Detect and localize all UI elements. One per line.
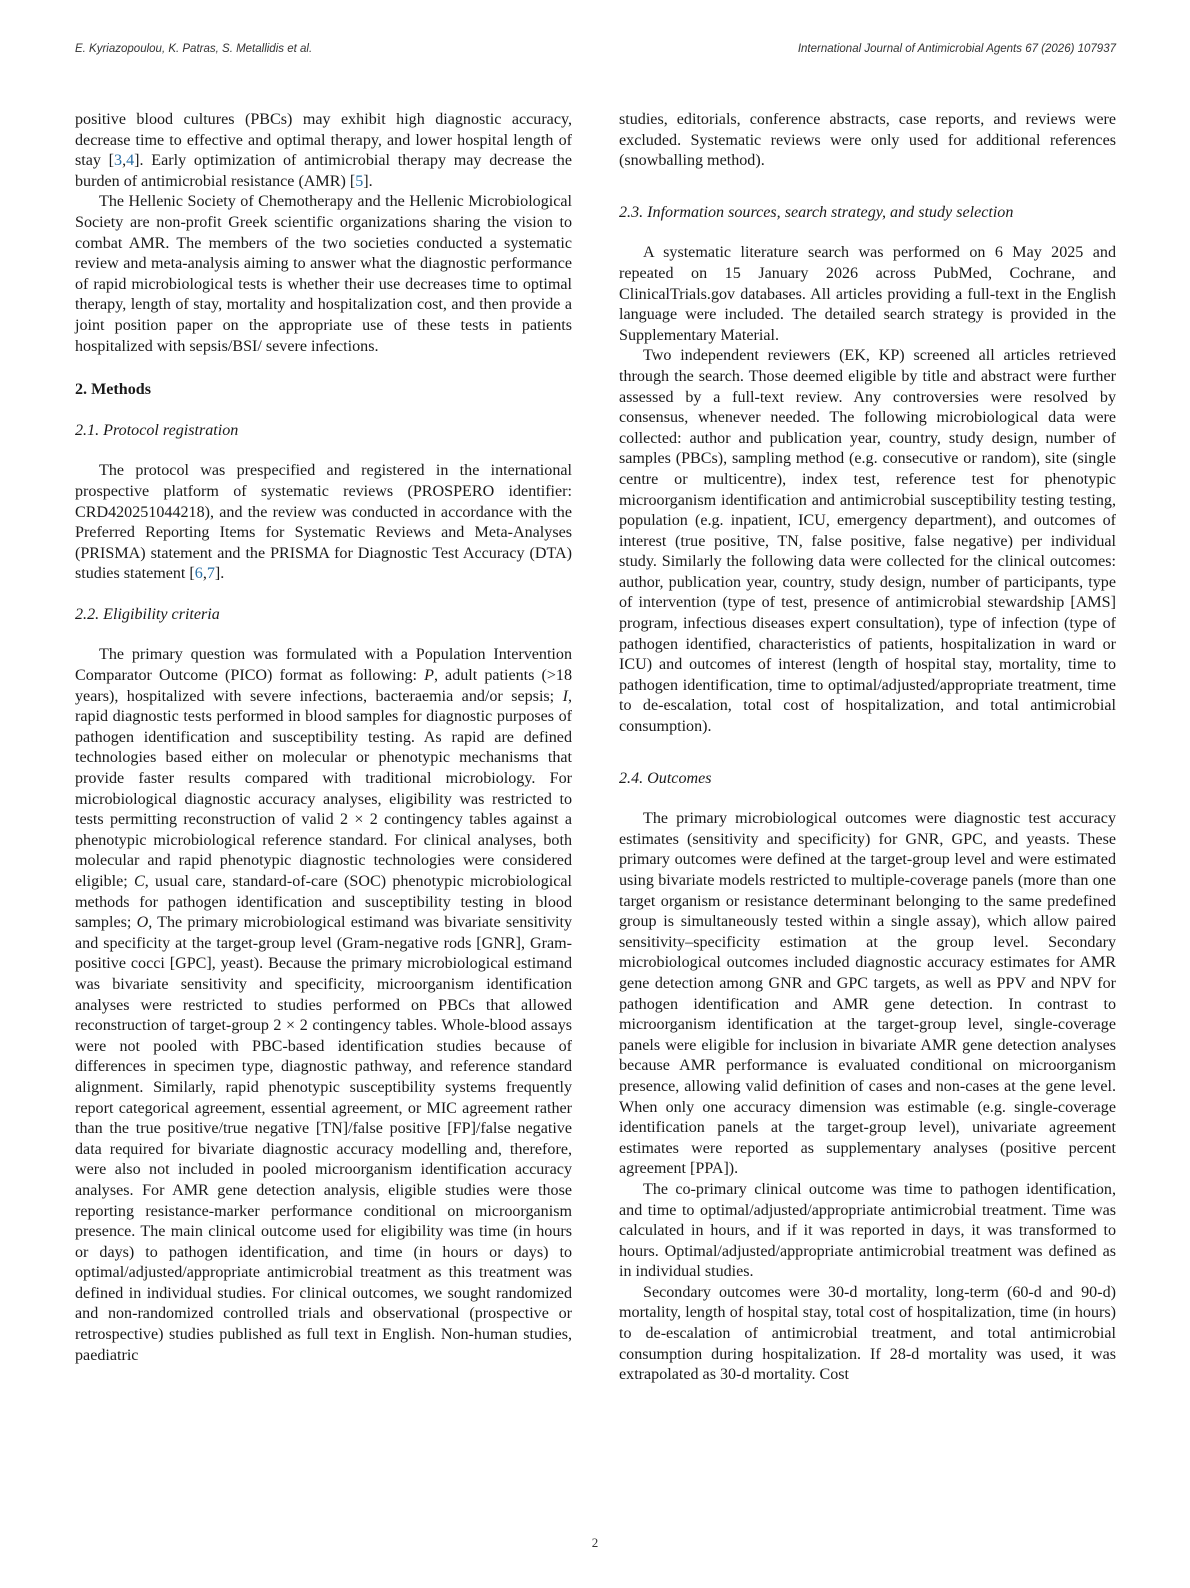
intro-paragraph-2: The Hellenic Society of Chemotherapy and the Hellenic Microbiological Society are non-profit Greek scientific organizations sharing the vision to combat AMR. The members of the two societies conducted a systematic review and meta-analysis aiming to answer what the diagnostic performance of rapid microbiological tests is whether their use decreases time to optimal therapy, length of stay, mortality and hospitalization cost, and then provide a joint position paper on the appropriate use of these tests in patients hospitalized with sepsis/BSI/ severe infections. [75,193,572,355]
running-header-journal: International Journal of Antimicrobial Agents 67 (2026) 107937 [797,43,1116,55]
eligibility-paragraph: The primary question was formulated with a Population Intervention Comparator Outcome (PICO) format as following: P, adult patients (>18 years), hospitalized with severe infections, bacteraemia and/or sepsis; I, rapid diagnostic tests performed in blood samples for diagnostic purposes of pathogen identification and susceptibility testing. As rapid are defined technologies based either on molecular or phenotypic mechanisms that provide faster results compared with traditional microbiology. For microbiological diagnostic accuracy analyses, eligibility was restricted to tests permitting reconstruction of valid 2 × 2 contingency tables against a phenotypic microbiological reference standard. For clinical analyses, both molecular and rapid phenotypic diagnostic technologies were considered eligible; C, usual care, standard-of-care (SOC) phenotypic microbiological methods for pathogen identification and susceptibility testing in blood samples; O, The primary microbiological estimand was bivariate sensitivity and specificity at the target-group level (Gram-negative rods [GNR], Gram-positive cocci [GPC], yeast). Because the primary microbiological estimand was bivariate sensitivity and specificity, microorganism identification analyses were restricted to studies performed on PBCs that allowed reconstruction of target-group 2 × 2 contingency tables. Whole-blood assays were not pooled with PBC-based identification studies because of differences in specimen type, diagnostic pathway, and reference standard alignment. Similarly, rapid phenotypic susceptibility systems frequently report categorical agreement, essential agreement, or MIC agreement rather than the true positive/true negative [TN]/false positive [FP]/false negative data required for bivariate diagnostic accuracy modelling and, therefore, were also not included in pooled microorganism identification accuracy analyses. For AMR gene detection analysis, eligible studies were those reporting resistance-marker performance conditional on microorganism presence. The main clinical outcome used for eligibility was time (in hours or days) to pathogen identification, and time (in hours or days) to optimal/adjusted/appropriate antimicrobial treatment as this treatment was defined in individual studies. For clinical outcomes, we sought randomized and non-randomized controlled trials and observational (prospective or retrospective) studies published as full text in English. Non-human studies, paediatric [75,646,573,1364]
intro-paragraph-1: positive blood cultures (PBCs) may exhibit high diagnostic accuracy, decrease time to effective and optimal therapy, and lower hospital length of stay [3,4]. Early optimization of antimicrobial therapy may decrease the burden of antimicrobial resistance (AMR) [5]. [75,111,572,190]
outcomes-paragraph-2: The co-primary clinical outcome was time to pathogen identification, and time to optimal/adjusted/appropriate antimicrobial treatment. Time was calculated in hours, and if it was reported in days, it was transformed to hours. Optimal/adjusted/appropriate antimicrobial treatment was defined as in individual studies. [619,1180,1116,1281]
pico-c: C [134,873,145,890]
search-paragraph-1: A systematic literature search was performed on 6 May 2025 and repeated on 15 January 2026 across PubMed, Cochrane, and ClinicalTrials.gov databases. All articles providing a full-text in the English language were included. The detailed search strategy is provided in the Supplementary Material. [619,244,1116,344]
eligibility-paragraph-continued: studies, editorials, conference abstracts, case reports, and reviews were excluded. Systematic reviews were only used for additional references (snowballing method). [619,111,1116,170]
outcomes-paragraph-1: The primary microbiological outcomes were diagnostic test accuracy estimates (sensitivity and specificity) for GNR, GPC, and yeasts. These primary outcomes were defined at the target-group level and were estimated using bivariate models restricted to multiple-coverage panels (more than one target organism or resistance determinant belonging to the same predefined group is simultaneously tested within a single assay), which allow paired sensitivity–specificity estimation at the group level. Secondary microbiological outcomes included diagnostic accuracy estimates for AMR gene detection among GNR and GPC targets, as well as PPV and NPV for pathogen identification and AMR gene detection. In contrast to microorganism identification at the target-group level, single-coverage panels were eligible for inclusion in bivariate AMR gene detection analyses because AMR performance is evaluated conditional on microorganism presence, allowing valid definition of cases and non-cases at the gene level. When only one accuracy dimension was estimable (e.g. single-coverage identification panels at the target-group level), univariate agreement estimates were reported as supplementary analyses (positive percent agreement [PPA]). [619,810,1116,1178]
outcomes-paragraph-3: Secondary outcomes were 30-d mortality, long-term (60-d and 90-d) mortality, length of hospital stay, total cost of hospitalization, time (in hours) to de-escalation of antimicrobial treatment, and total antimicrobial consumption during hospitalization. If 28-d mortality was used, it was extrapolated as 30-d mortality. Cost [619,1283,1116,1384]
protocol-paragraph: The protocol was prespecified and registered in the international prospective platform of systematic reviews (PROSPERO identifier: CRD420251044218), and the review was conducted in accordance with the Preferred Reporting Items for Systematic Reviews and Meta-Analyses (PRISMA) statement and the PRISMA for Diagnostic Test Accuracy (DTA) studies statement [6,7]. [75,462,572,583]
subsection-heading-protocol-registration: 2.1. Protocol registration [75,421,239,439]
reference-link-5[interactable]: 5 [355,172,364,190]
page-number: 2 [591,1535,599,1550]
subsection-heading-outcomes: 2.4. Outcomes [619,769,712,787]
right-column [619,110,1116,1386]
left-column [75,110,572,1366]
running-header-authors: E. Kyriazopoulou, K. Patras, S. Metallidis et al. [75,43,313,55]
reference-link-3[interactable]: 3 [114,152,123,170]
section-heading-methods: 2. Methods [75,381,151,399]
reference-link-6[interactable]: 6 [194,565,203,583]
reference-link-7[interactable]: 7 [206,565,215,583]
pico-i: I [562,687,568,705]
pico-o: O [136,914,149,932]
search-paragraph-2: Two independent reviewers (EK, KP) screened all articles retrieved through the search. Those deemed eligible by title and abstract were further assessed by a full-text review. Any controversies were resolved by consensus, whenever needed. The following microbiological data were collected: author and publication year, country, study design, number of samples (PBCs), sampling method (e.g. consecutive or random), site (single centre or multicentre), index test, reference test for phenotypic microorganism identification and antimicrobial susceptibility testing testing, population (e.g. inpatient, ICU, emergency department), and outcomes of interest (true positive, TN, false positive, false negative) per individual study. Similarly the following data were collected for the clinical outcomes: author, publication year, country, study design, number of participants, type of intervention (type of test, presence of antimicrobial stewardship [AMS] program, infectious diseases expert consultation), type of infection (type of pathogen identified, characteristics of patients, hospitalization in ward or ICU) and outcomes of interest (length of hospital stay, mortality, time to pathogen identification, time to optimal/adjusted/appropriate treatment, time to de-escalation, total cost of hospitalization, and total antimicrobial consumption). [619,347,1116,736]
pico-p: P [424,667,434,685]
reference-link-4[interactable]: 4 [126,152,135,170]
subsection-heading-information-sources: 2.3. Information sources, search strategy, and study selection [619,203,1014,221]
running-header [75,43,1116,63]
subsection-heading-eligibility-criteria: 2.2. Eligibility criteria [75,605,220,623]
